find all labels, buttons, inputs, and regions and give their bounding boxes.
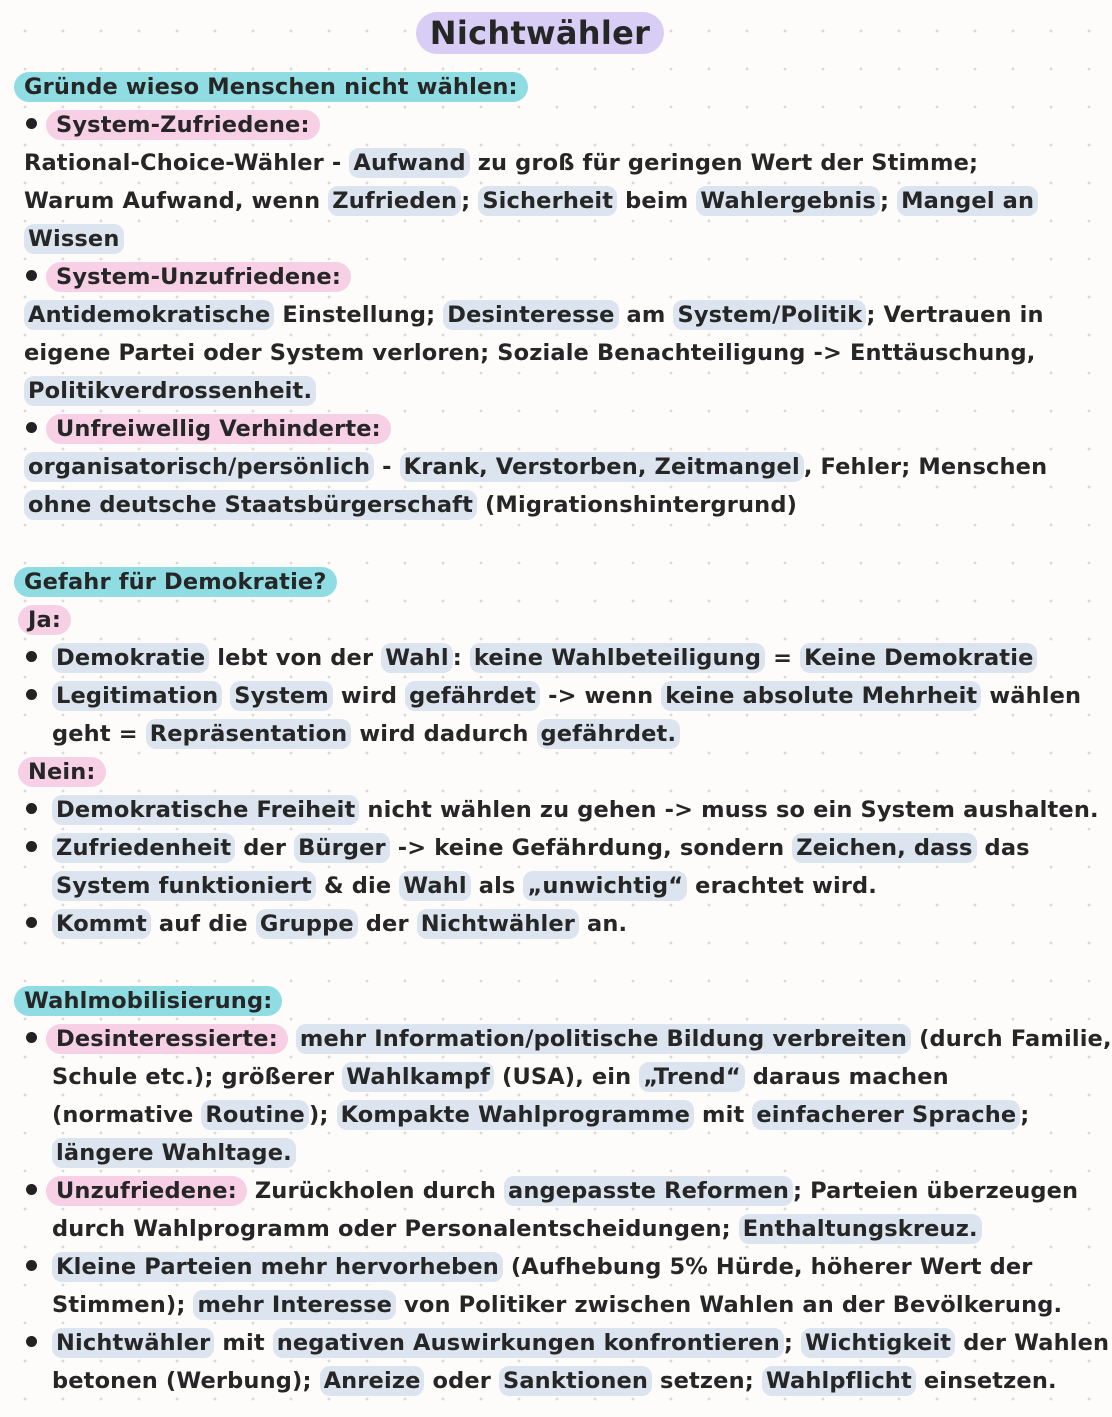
text-line: Warum Aufwand, wenn Zufrieden ; Sicherheit beim Wahlergebnis ; Mangel an bbox=[24, 182, 1064, 220]
text-line: betonen (Werbung); Anreize oder Sanktionen setzen; Wahlpflicht einsetzen. bbox=[52, 1368, 1057, 1394]
text-line: (normative Routine ); Kompakte Wahlprogramme mit einfacherer Sprache ; bbox=[52, 1102, 1030, 1128]
bullet-confront: Nichtwähler mit negativen Auswirkungen konfrontieren ; Wichtigkeit der Wahlen bbox=[24, 1324, 1064, 1362]
bullet-uninterested: Desinteressierte: mehr Information/politische Bildung verbreiten (durch Familie, bbox=[24, 1020, 1064, 1058]
text-line: geht = Repräsentation wird dadurch gefährdet. bbox=[24, 715, 1064, 753]
section-reasons bbox=[24, 68, 1064, 524]
text-line: Antidemokratische Einstellung; Desinteresse am System/Politik ; Vertrauen in bbox=[24, 296, 1064, 334]
bullet-yes-1: Demokratie lebt von der Wahl : keine Wahlbeteiligung = Keine Demokratie bbox=[24, 639, 1064, 677]
no-label: Nein: bbox=[24, 753, 1064, 791]
text-line: Stimmen); mehr Interesse von Politiker zwischen Wahlen an der Bevölkerung. bbox=[52, 1292, 1063, 1318]
section-heading: Wahlmobilisierung: bbox=[24, 982, 1064, 1020]
section-danger bbox=[24, 563, 1099, 943]
page-title: Nichtwähler bbox=[0, 14, 1080, 52]
section-heading: Gründe wieso Menschen nicht wählen: bbox=[24, 68, 1064, 106]
text-line: Wissen bbox=[24, 220, 1064, 258]
text-line: Schule etc.); größerer Wahlkampf (USA), ein „Trend“ daraus machen bbox=[52, 1064, 949, 1090]
text-line: längere Wahltage. bbox=[24, 1134, 1064, 1172]
bullet-icon bbox=[24, 829, 52, 867]
text-line: ohne deutsche Staatsbürgerschaft (Migrationshintergrund) bbox=[24, 486, 1064, 524]
bullet-small-parties: Kleine Parteien mehr hervorheben (Aufhebung 5% Hürde, höherer Wert der bbox=[24, 1248, 1064, 1286]
bullet-icon bbox=[24, 639, 52, 677]
bullet-no-1: Demokratische Freiheit nicht wählen zu gehen -> muss so ein System aushalten. bbox=[24, 791, 1064, 829]
bullet-yes-2: Legitimation System wird gefährdet -> wenn keine absolute Mehrheit wählen bbox=[24, 677, 1064, 715]
bullet-prevented: Unfreiwellig Verhinderte: bbox=[24, 410, 1064, 448]
bullet-icon bbox=[24, 677, 52, 715]
section-mobilization bbox=[24, 982, 1112, 1400]
bullet-dissatisfied: Unzufriedene: Zurückholen durch angepasste Reformen ; Parteien überzeugen bbox=[24, 1172, 1064, 1210]
yes-label: Ja: bbox=[24, 601, 1064, 639]
text-line: Politikverdrossenheit. bbox=[24, 372, 1064, 410]
bullet-icon bbox=[24, 791, 52, 829]
bullet-icon bbox=[24, 1324, 52, 1362]
bullet-icon bbox=[24, 1248, 52, 1286]
bullet-no-3: Kommt auf die Gruppe der Nichtwähler an. bbox=[24, 905, 1064, 943]
text-line: durch Wahlprogramm oder Personalentscheidungen; Enthaltungskreuz. bbox=[24, 1210, 1064, 1248]
bullet-no-2: Zufriedenheit der Bürger -> keine Gefährdung, sondern Zeichen, dass das bbox=[24, 829, 1064, 867]
bullet-satisfied: System-Zufriedene: bbox=[24, 106, 1064, 144]
text-line: System funktioniert & die Wahl als „unwichtig“ erachtet wird. bbox=[24, 867, 1064, 905]
text-line: organisatorisch/persönlich - Krank, Verstorben, Zeitmangel , Fehler; Menschen bbox=[24, 448, 1064, 486]
bullet-icon bbox=[24, 905, 52, 943]
bullet-dissatisfied: System-Unzufriedene: bbox=[24, 258, 1064, 296]
section-heading: Gefahr für Demokratie? bbox=[24, 563, 1064, 601]
text-line: eigene Partei oder System verloren; Soziale Benachteiligung -> Enttäuschung, bbox=[24, 340, 1036, 366]
text-line: Rational-Choice-Wähler - Aufwand zu groß für geringen Wert der Stimme; bbox=[24, 150, 979, 176]
